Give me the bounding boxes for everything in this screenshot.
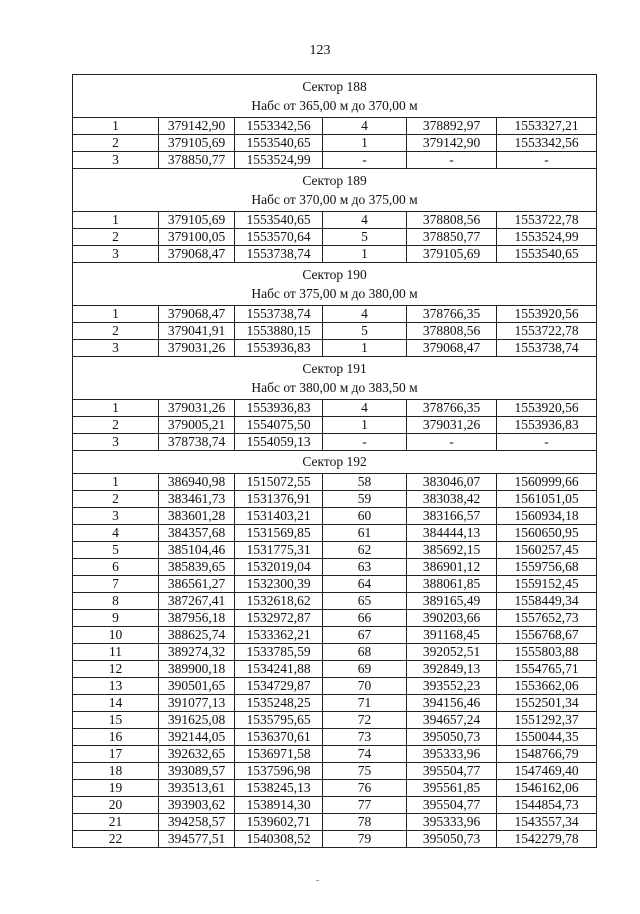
table-cell: 383038,42	[407, 491, 497, 508]
table-cell: 379105,69	[159, 135, 235, 152]
table-row	[73, 644, 597, 661]
table-cell: 2	[73, 417, 159, 434]
table-row	[73, 746, 597, 763]
table-row	[73, 831, 597, 848]
section-title: Сектор 189	[302, 173, 367, 188]
table-cell: 384444,13	[407, 525, 497, 542]
table-cell: 389274,32	[159, 644, 235, 661]
table-cell: 1559152,45	[497, 576, 597, 593]
table-cell: 1533362,21	[235, 627, 323, 644]
table-cell: 392144,05	[159, 729, 235, 746]
table-cell: 379005,21	[159, 417, 235, 434]
table-cell: 14	[73, 695, 159, 712]
table-cell: 379100,05	[159, 229, 235, 246]
table-cell: -	[407, 152, 497, 169]
table-cell: 4	[323, 400, 407, 417]
coordinates-table	[72, 74, 597, 848]
table-cell: 1554059,13	[235, 434, 323, 451]
coordinates-table-body	[73, 75, 597, 848]
table-cell: 2	[73, 229, 159, 246]
table-cell: 1532300,39	[235, 576, 323, 593]
table-cell: 1553342,56	[497, 135, 597, 152]
table-cell: 5	[323, 229, 407, 246]
table-row	[73, 576, 597, 593]
table-cell: 395561,85	[407, 780, 497, 797]
table-cell: 391077,13	[159, 695, 235, 712]
table-cell: 1553722,78	[497, 212, 597, 229]
table-cell: 394577,51	[159, 831, 235, 848]
table-cell: 76	[323, 780, 407, 797]
table-cell: 59	[323, 491, 407, 508]
table-cell: 379105,69	[159, 212, 235, 229]
page-number: 123	[309, 43, 331, 58]
table-cell: 5	[323, 323, 407, 340]
table-cell: 1554765,71	[497, 661, 597, 678]
table-cell: 11	[73, 644, 159, 661]
table-cell: 72	[323, 712, 407, 729]
table-row	[73, 118, 597, 135]
table-cell: 395504,77	[407, 797, 497, 814]
table-cell: 1560650,95	[497, 525, 597, 542]
table-cell: 5	[73, 542, 159, 559]
table-cell: 378766,35	[407, 306, 497, 323]
table-cell: 1531403,21	[235, 508, 323, 525]
table-cell: 1537596,98	[235, 763, 323, 780]
table-cell: 3	[73, 246, 159, 263]
section-title: Сектор 191	[302, 361, 367, 376]
table-cell: 378850,77	[407, 229, 497, 246]
table-cell: 379031,26	[407, 417, 497, 434]
table-cell: 1534241,88	[235, 661, 323, 678]
table-cell: 1535248,25	[235, 695, 323, 712]
table-cell: 79	[323, 831, 407, 848]
table-row	[73, 593, 597, 610]
table-cell: 388625,74	[159, 627, 235, 644]
table-cell: 383046,07	[407, 474, 497, 491]
table-cell: 386561,27	[159, 576, 235, 593]
table-cell: 395333,96	[407, 814, 497, 831]
section-title: Сектор 192	[302, 454, 367, 469]
table-cell: 379031,26	[159, 400, 235, 417]
table-cell: 1553540,65	[235, 212, 323, 229]
table-cell: 1534729,87	[235, 678, 323, 695]
section-header	[73, 357, 597, 400]
table-cell: 394657,24	[407, 712, 497, 729]
table-cell: 379142,90	[407, 135, 497, 152]
table-cell: 379068,47	[159, 246, 235, 263]
table-cell: 21	[73, 814, 159, 831]
table-cell: 2	[73, 135, 159, 152]
table-cell: 1532972,87	[235, 610, 323, 627]
table-cell: 69	[323, 661, 407, 678]
table-cell: 395050,73	[407, 831, 497, 848]
table-row	[73, 542, 597, 559]
table-cell: 20	[73, 797, 159, 814]
table-cell: 1539602,71	[235, 814, 323, 831]
table-cell: 386901,12	[407, 559, 497, 576]
section-header	[73, 169, 597, 212]
section-title: Сектор 188	[302, 79, 367, 94]
table-cell: 389165,49	[407, 593, 497, 610]
table-cell: 71	[323, 695, 407, 712]
table-cell: 3	[73, 434, 159, 451]
table-cell: 1553540,65	[497, 246, 597, 263]
table-cell: 1	[323, 417, 407, 434]
table-row	[73, 474, 597, 491]
table-cell: 1553327,21	[497, 118, 597, 135]
table-cell: 1531376,91	[235, 491, 323, 508]
table-cell: 379068,47	[159, 306, 235, 323]
section-header-row	[73, 263, 597, 306]
section-subtitle: Набс от 375,00 м до 380,00 м	[251, 286, 418, 301]
table-cell: 1553936,83	[497, 417, 597, 434]
table-cell: 16	[73, 729, 159, 746]
table-row	[73, 135, 597, 152]
table-cell: 379142,90	[159, 118, 235, 135]
table-cell: 61	[323, 525, 407, 542]
table-cell: 6	[73, 559, 159, 576]
table-cell: 394258,57	[159, 814, 235, 831]
table-cell: 12	[73, 661, 159, 678]
table-row	[73, 434, 597, 451]
table-cell: 385692,15	[407, 542, 497, 559]
table-cell: 1560257,45	[497, 542, 597, 559]
table-row	[73, 323, 597, 340]
table-cell: 1553524,99	[235, 152, 323, 169]
table-cell: 1538914,30	[235, 797, 323, 814]
table-cell: 18	[73, 763, 159, 780]
table-cell: 386940,98	[159, 474, 235, 491]
table-cell: 74	[323, 746, 407, 763]
table-cell: 379031,26	[159, 340, 235, 357]
section-header	[73, 263, 597, 306]
table-cell: 1	[73, 400, 159, 417]
table-cell: 1553570,64	[235, 229, 323, 246]
table-row	[73, 797, 597, 814]
section-header	[73, 75, 597, 118]
table-cell: 385104,46	[159, 542, 235, 559]
table-cell: 63	[323, 559, 407, 576]
table-cell: 7	[73, 576, 159, 593]
table-cell: 68	[323, 644, 407, 661]
table-cell: 1515072,55	[235, 474, 323, 491]
table-cell: 378892,97	[407, 118, 497, 135]
table-cell: 378808,56	[407, 212, 497, 229]
table-cell: 395333,96	[407, 746, 497, 763]
table-cell: 1553722,78	[497, 323, 597, 340]
table-cell: 390203,66	[407, 610, 497, 627]
table-cell: 1532019,04	[235, 559, 323, 576]
table-cell: 1531775,31	[235, 542, 323, 559]
table-cell: 1553920,56	[497, 400, 597, 417]
table-cell: 2	[73, 491, 159, 508]
table-cell: 1	[73, 212, 159, 229]
table-row	[73, 661, 597, 678]
table-cell: 1556768,67	[497, 627, 597, 644]
table-cell: 1553880,15	[235, 323, 323, 340]
table-row	[73, 508, 597, 525]
table-row	[73, 212, 597, 229]
table-cell: 392849,13	[407, 661, 497, 678]
table-cell: 13	[73, 678, 159, 695]
table-cell: 22	[73, 831, 159, 848]
table-cell: 9	[73, 610, 159, 627]
table-cell: 1553342,56	[235, 118, 323, 135]
section-title: Сектор 190	[302, 267, 367, 282]
table-cell: 387956,18	[159, 610, 235, 627]
table-cell: 1559756,68	[497, 559, 597, 576]
table-cell: 1561051,05	[497, 491, 597, 508]
table-row	[73, 491, 597, 508]
table-cell: -	[323, 152, 407, 169]
table-row	[73, 400, 597, 417]
table-cell: 1	[323, 135, 407, 152]
table-cell: 378766,35	[407, 400, 497, 417]
table-cell: 3	[73, 508, 159, 525]
table-cell: 1553738,74	[497, 340, 597, 357]
table-cell: 379041,91	[159, 323, 235, 340]
table-cell: 1544854,73	[497, 797, 597, 814]
table-cell: 1553920,56	[497, 306, 597, 323]
table-row	[73, 678, 597, 695]
table-cell: 1	[73, 306, 159, 323]
table-row	[73, 246, 597, 263]
table-cell: 1553540,65	[235, 135, 323, 152]
table-row	[73, 729, 597, 746]
table-cell: 393903,62	[159, 797, 235, 814]
table-row	[73, 525, 597, 542]
table-cell: 1553738,74	[235, 306, 323, 323]
table-cell: 378738,74	[159, 434, 235, 451]
table-cell: 1551292,37	[497, 712, 597, 729]
table-cell: 391625,08	[159, 712, 235, 729]
table-cell: 383166,57	[407, 508, 497, 525]
table-cell: 1532618,62	[235, 593, 323, 610]
table-cell: 1536370,61	[235, 729, 323, 746]
table-cell: 384357,68	[159, 525, 235, 542]
table-cell: 1555803,88	[497, 644, 597, 661]
table-cell: 65	[323, 593, 407, 610]
table-cell: 1531569,85	[235, 525, 323, 542]
table-cell: 4	[323, 118, 407, 135]
section-subtitle: Набс от 370,00 м до 375,00 м	[251, 192, 418, 207]
table-cell: 1540308,52	[235, 831, 323, 848]
table-cell: 19	[73, 780, 159, 797]
table-cell: 67	[323, 627, 407, 644]
table-cell: 60	[323, 508, 407, 525]
table-cell: 1553524,99	[497, 229, 597, 246]
table-cell: 1560999,66	[497, 474, 597, 491]
table-row	[73, 712, 597, 729]
table-cell: 1548766,79	[497, 746, 597, 763]
section-header-row	[73, 451, 597, 474]
table-cell: 1	[323, 340, 407, 357]
table-row	[73, 229, 597, 246]
table-cell: 1557652,73	[497, 610, 597, 627]
table-cell: 383601,28	[159, 508, 235, 525]
table-cell: 385839,65	[159, 559, 235, 576]
table-row	[73, 763, 597, 780]
table-cell: 73	[323, 729, 407, 746]
table-cell: 1542279,78	[497, 831, 597, 848]
table-cell: 1538245,13	[235, 780, 323, 797]
table-cell: 395504,77	[407, 763, 497, 780]
table-cell: 58	[323, 474, 407, 491]
table-cell: 1554075,50	[235, 417, 323, 434]
table-cell: 1535795,65	[235, 712, 323, 729]
table-cell: 77	[323, 797, 407, 814]
table-cell: 17	[73, 746, 159, 763]
table-cell: 4	[323, 306, 407, 323]
table-cell: 1553936,83	[235, 340, 323, 357]
table-cell: 1543557,34	[497, 814, 597, 831]
table-row	[73, 340, 597, 357]
table-cell: 1558449,34	[497, 593, 597, 610]
table-row	[73, 695, 597, 712]
table-cell: 391168,45	[407, 627, 497, 644]
table-cell: 379105,69	[407, 246, 497, 263]
scan-mark	[316, 880, 319, 881]
table-cell: -	[407, 434, 497, 451]
table-cell: 2	[73, 323, 159, 340]
table-cell: 62	[323, 542, 407, 559]
table-cell: 70	[323, 678, 407, 695]
table-cell: 1	[73, 118, 159, 135]
table-cell: 379068,47	[407, 340, 497, 357]
table-row	[73, 559, 597, 576]
section-header	[73, 451, 597, 474]
table-cell: 388061,85	[407, 576, 497, 593]
table-cell: 378850,77	[159, 152, 235, 169]
table-cell: 3	[73, 152, 159, 169]
table-cell: 395050,73	[407, 729, 497, 746]
table-cell: 1546162,06	[497, 780, 597, 797]
section-header-row	[73, 75, 597, 118]
table-row	[73, 610, 597, 627]
section-header-row	[73, 169, 597, 212]
table-cell: 1560934,18	[497, 508, 597, 525]
table-cell: 378808,56	[407, 323, 497, 340]
table-row	[73, 152, 597, 169]
table-cell: -	[323, 434, 407, 451]
table-cell: 392632,65	[159, 746, 235, 763]
section-subtitle: Набс от 365,00 м до 370,00 м	[251, 98, 418, 113]
table-cell: 78	[323, 814, 407, 831]
table-cell: 1533785,59	[235, 644, 323, 661]
table-cell: 3	[73, 340, 159, 357]
table-cell: 1550044,35	[497, 729, 597, 746]
table-cell: -	[497, 434, 597, 451]
table-cell: 1	[323, 246, 407, 263]
table-cell: 1547469,40	[497, 763, 597, 780]
table-cell: 66	[323, 610, 407, 627]
table-row	[73, 417, 597, 434]
table-cell: 389900,18	[159, 661, 235, 678]
table-cell: 383461,73	[159, 491, 235, 508]
table-cell: 390501,65	[159, 678, 235, 695]
table-cell: 10	[73, 627, 159, 644]
table-cell: 1552501,34	[497, 695, 597, 712]
table-cell: 4	[73, 525, 159, 542]
table-cell: 8	[73, 593, 159, 610]
table-cell: 387267,41	[159, 593, 235, 610]
table-cell: 1553738,74	[235, 246, 323, 263]
table-cell: 75	[323, 763, 407, 780]
section-header-row	[73, 357, 597, 400]
table-cell: 1553936,83	[235, 400, 323, 417]
table-cell: 393552,23	[407, 678, 497, 695]
section-subtitle: Набс от 380,00 м до 383,50 м	[251, 380, 418, 395]
table-cell: 394156,46	[407, 695, 497, 712]
table-row	[73, 780, 597, 797]
table-cell: 1536971,58	[235, 746, 323, 763]
table-cell: 4	[323, 212, 407, 229]
table-row	[73, 306, 597, 323]
table-cell: 1	[73, 474, 159, 491]
table-cell: 392052,51	[407, 644, 497, 661]
table-row	[73, 627, 597, 644]
table-cell: -	[497, 152, 597, 169]
table-cell: 1553662,06	[497, 678, 597, 695]
table-cell: 393089,57	[159, 763, 235, 780]
table-cell: 64	[323, 576, 407, 593]
table-row	[73, 814, 597, 831]
table-cell: 393513,61	[159, 780, 235, 797]
table-cell: 15	[73, 712, 159, 729]
